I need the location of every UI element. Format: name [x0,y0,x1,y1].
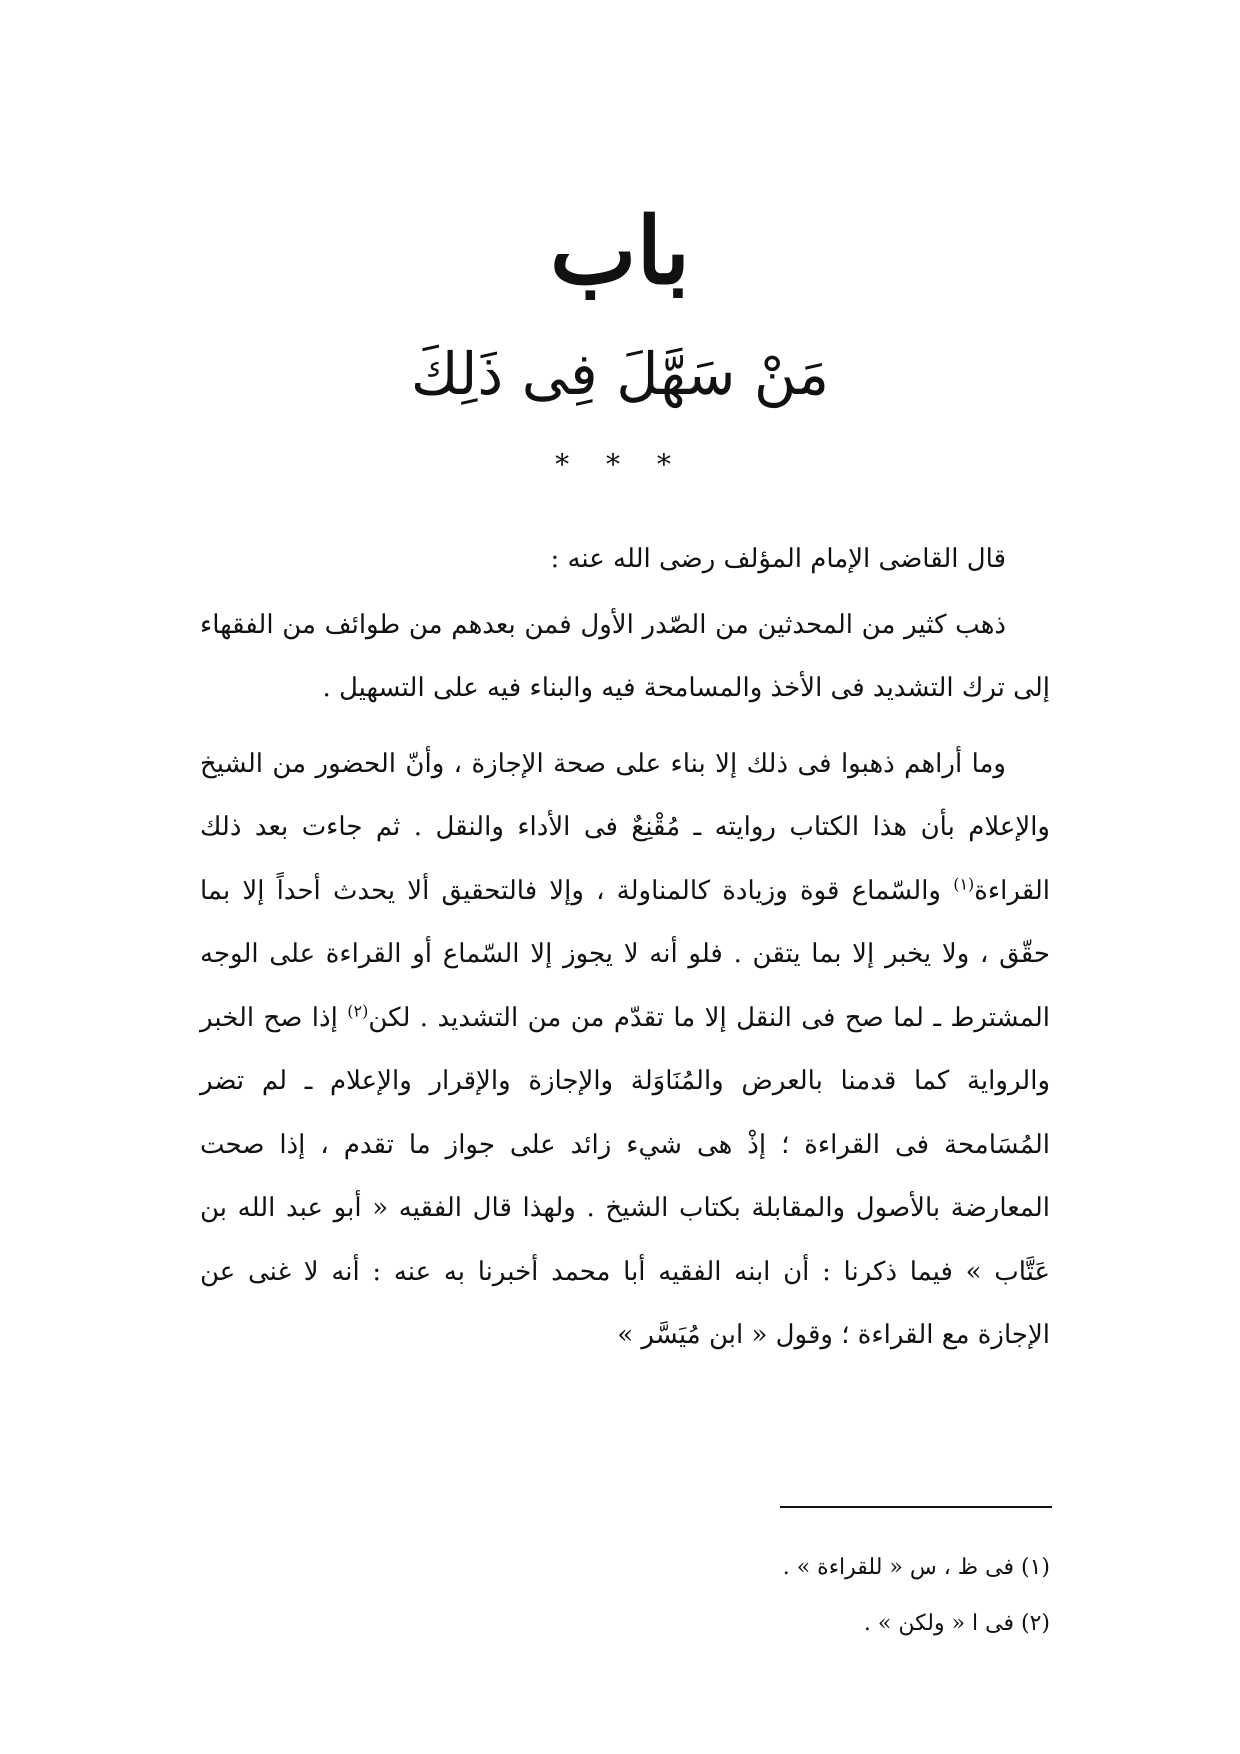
footnotes [200,1540,1050,1652]
footnote-marker-2: (٢) [347,1000,369,1020]
footnote-marker-1: (١) [953,873,975,893]
intro-line: قال القاضى الإمام المؤلف رضى الله عنه : [550,544,1006,574]
footnote-1: (١) فى ظ ، س « للقراءة » . [782,1555,1050,1580]
footnote-2: (٢) فى ا « ولكن » . [863,1611,1050,1636]
body-text [200,528,1050,1368]
paragraph-2-part-a: وما أراهم ذهبوا فى ذلك إلا بناء على صحة الإجازة ، وأنّ الحضور من الشيخ والإعلام بأن هذا الكتاب روايته ـ مُقْنِعٌ فى الأداء والنقل . ثم جاءت بعد ذلك القراءة [200,748,1050,906]
paragraph-2-part-b: والسّماع قوة وزيادة كالمناولة ، وإلا فالتحقيق ألا يحدث أحداً إلا بما حقّق ، ولا يخبر إلا بما يتقن . فلو أنه لا يجوز إلا السّماع أو القراءة على الوجه المشترط ـ لما صح فى النقل إلا ما تقدّم من من التشديد . لكن [200,875,1050,1033]
paragraph-2 [200,733,1050,1368]
paragraph-2-part-c: إذا صح الخبر والرواية كما قدمنا بالعرض والمُنَاوَلة والإجازة والإقرار والإعلام ـ لم تضر المُسَامحة فى القراءة ؛ إذْ هى شيء زائد على جواز ما تقدم ، إذا صحت المعارضة بالأصول والمقابلة بكتاب الشيخ . ولهذا قال الفقيه « أبو عبد الله بن عَتَّاب » فيما ذكرنا : أن ابنه الفقيه أبا محمد أخبرنا به عنه : أنه لا غنى عن الإجازة مع القراءة ؛ وقول « ابن مُيَسَّر » [200,1002,1050,1350]
paragraph-1: ذهب كثير من المحدثين من الصّدر الأول فمن بعدهم من طوائف من الفقهاء إلى ترك التشديد فى الأخذ والمسامحة فيه والبناء فيه على التسهيل . [200,609,1050,703]
section-separator: * * * [555,448,685,481]
chapter-heading: باب [549,197,691,305]
footnote-divider [780,1506,1052,1508]
chapter-subtitle: مَنْ سَهَّلَ فِى ذَلِكَ [410,340,830,408]
